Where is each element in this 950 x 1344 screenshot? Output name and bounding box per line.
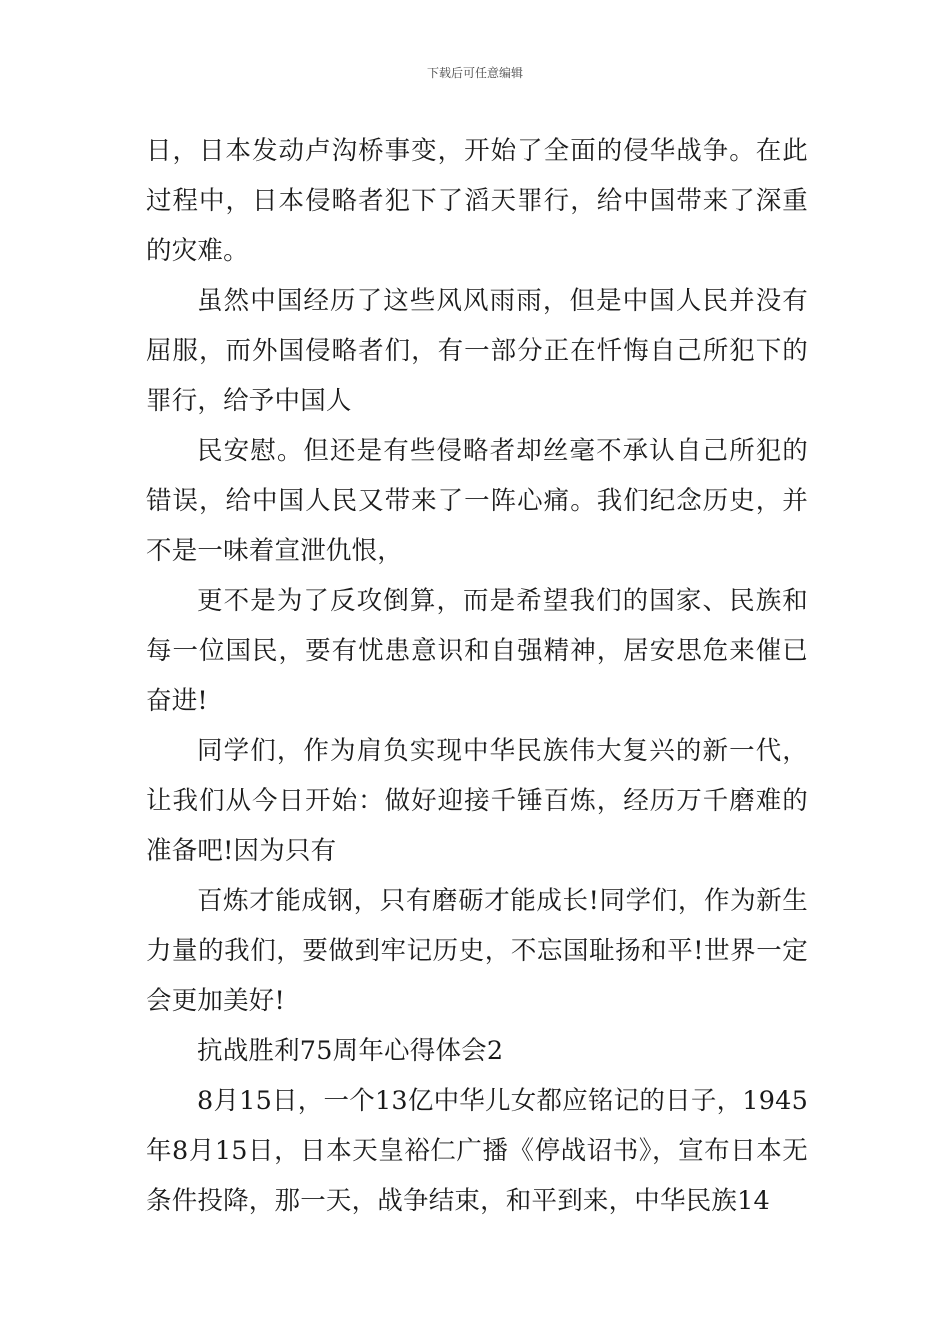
section-heading: 抗战胜利75周年心得体会2 xyxy=(197,1036,504,1066)
paragraph-7: 8月15日，一个13亿中华儿女都应铭记的日子，1945年8月15日，日本天皇裕仁广播《停战诏书》，宣布日本无条件投降，那一天，战争结束，和平到来，中华民族14 xyxy=(146,1086,808,1216)
document-body xyxy=(146,126,808,1226)
paragraph-6: 百炼才能成钢，只有磨砺才能成长!同学们，作为新生力量的我们，要做到牢记历史，不忘国耻扬和平!世界一定会更加美好! xyxy=(146,886,808,1016)
paragraph-3: 民安慰。但还是有些侵略者却丝毫不承认自己所犯的错误，给中国人民又带来了一阵心痛。我们纪念历史，并不是一味着宣泄仇恨， xyxy=(146,436,808,566)
paragraph-1: 日，日本发动卢沟桥事变，开始了全面的侵华战争。在此过程中，日本侵略者犯下了滔天罪行，给中国带来了深重的灾难。 xyxy=(146,136,808,266)
paragraph-2: 虽然中国经历了这些风风雨雨，但是中国人民并没有屈服，而外国侵略者们，有一部分正在忏悔自己所犯下的罪行，给予中国人 xyxy=(146,286,808,416)
paragraph-4: 更不是为了反攻倒算，而是希望我们的国家、民族和每一位国民，要有忧患意识和自强精神，居安思危来催已奋进! xyxy=(146,586,808,716)
page-header: 下载后可任意编辑 xyxy=(426,66,523,80)
paragraph-5: 同学们，作为肩负实现中华民族伟大复兴的新一代，让我们从今日开始：做好迎接千锤百炼，经历万千磨难的准备吧!因为只有 xyxy=(146,736,808,866)
